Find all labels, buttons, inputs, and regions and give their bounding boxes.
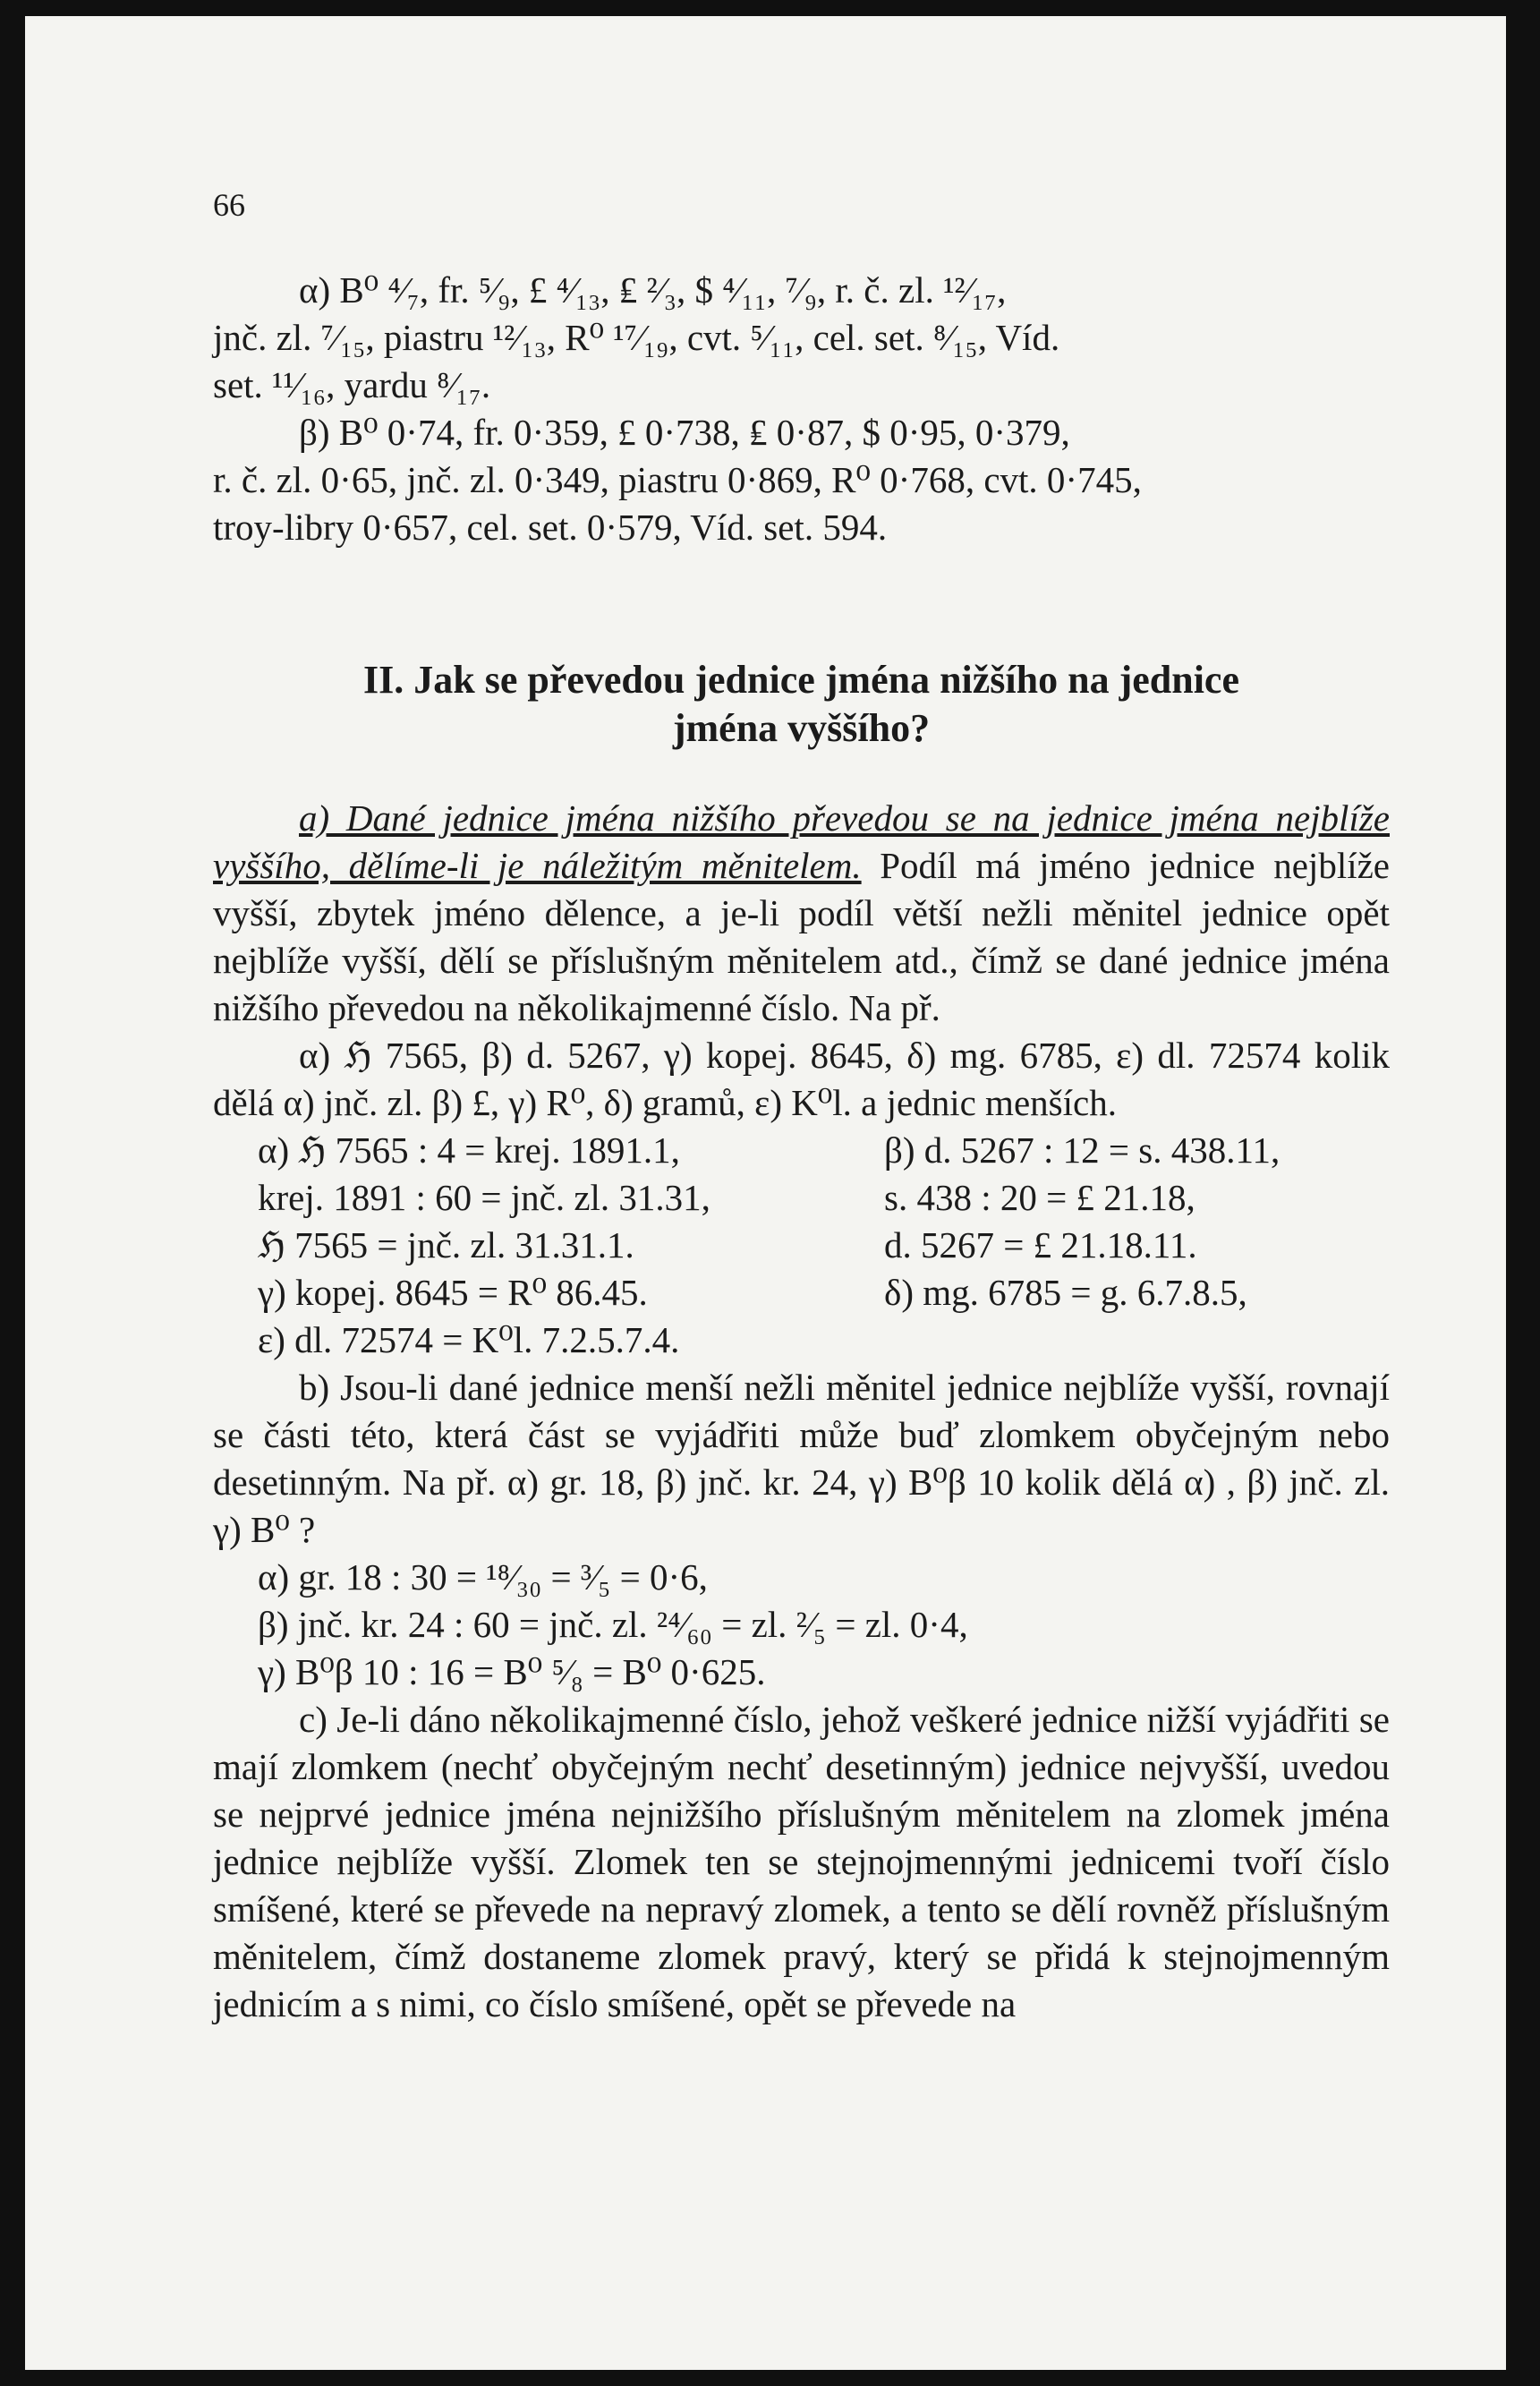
body-block	[213, 795, 1390, 2028]
top-line: troy-libry 0·657, cel. set. 0·579, Víd. set. 594.	[213, 507, 888, 548]
section-a-example: α) ℌ 7565, β) d. 5267, γ) kopej. 8645, δ) mg. 6785, ε) dl. 72574 kolik dělá α) jnč. zl. β) £, γ) R⁰, δ) gramů, ε) K⁰l. a jednic menších.	[213, 1035, 1390, 1123]
section-a-rule: a) Dané jednice jména nižšího převedou se na jednice jména nejblíže vyššího, dělíme-li je náležitým měnitelem.	[213, 797, 1390, 886]
calc-b-line: α) gr. 18 : 30 = ¹⁸⁄₃₀ = ³⁄₅ = 0·6,	[258, 1556, 708, 1598]
calc-row: krej. 1891 : 60 = jnč. zl. 31.31, s. 438 : 20 = £ 21.18,	[258, 1177, 1195, 1218]
top-line: α) B⁰ ⁴⁄₇, fr. ⁵⁄₉, £ ⁴⁄₁₃, ₤ ²⁄₃, $ ⁴⁄₁₁, ⁷⁄₉, r. č. zl. ¹²⁄₁₇,	[299, 269, 1007, 311]
heading-line1: Jak se převedou jednice jména nižšího na jednice	[413, 658, 1239, 702]
calc-b-line: β) jnč. kr. 24 : 60 = jnč. zl. ²⁴⁄₆₀ = zl. ²⁄₅ = zl. 0·4,	[258, 1604, 968, 1645]
calc-row: ε) dl. 72574 = K⁰l. 7.2.5.7.4.	[258, 1319, 680, 1360]
book-page	[25, 16, 1506, 2370]
calc-row: α) ℌ 7565 : 4 = krej. 1891.1, β) d. 5267 : 12 = s. 438.11,	[258, 1129, 1280, 1171]
section-a	[213, 795, 1390, 1032]
top-line: jnč. zl. ⁷⁄₁₅, piastru ¹²⁄₁₃, R⁰ ¹⁷⁄₁₉, cvt. ⁵⁄₁₁, cel. set. ⁸⁄₁₅, Víd.	[213, 317, 1060, 358]
section-heading	[213, 656, 1390, 753]
calc-row: γ) kopej. 8645 = R⁰ 86.45. δ) mg. 6785 = g. 6.7.8.5,	[258, 1272, 1247, 1313]
calc-b-line: γ) B⁰β 10 : 16 = B⁰ ⁵⁄₈ = B⁰ 0·625.	[258, 1651, 766, 1692]
heading-numeral: II.	[362, 658, 404, 702]
section-a-text: Podíl má jméno jednice nejblíže vyšší, zbytek jméno dělence, a je-li podíl větší nežli měnitel jednice opět nejblíže vyšší, dělí se příslušným měnitelem atd., čímž se dané jednice jména nižšího převedou na několikajmenné číslo. Na př.	[213, 845, 1390, 1028]
calc-row: ℌ 7565 = jnč. zl. 31.31.1. d. 5267 = £ 21.18.11.	[258, 1224, 1197, 1265]
heading-line2: jména vyššího?	[672, 706, 931, 750]
top-line: β) B⁰ 0·74, fr. 0·359, £ 0·738, ₤ 0·87, $ 0·95, 0·379,	[299, 412, 1070, 453]
calc-b-list	[213, 1554, 1390, 1696]
top-line: set. ¹¹⁄₁₆, yardu ⁸⁄₁₇.	[213, 364, 491, 405]
section-b: b) Jsou-li dané jednice menší nežli měnitel jednice nejblíže vyšší, rovnají se části této, která část se vyjádřiti může buď zlomkem obyčejným nebo desetinným. Na př. α) gr. 18, β) jnč. kr. 24, γ) B⁰β 10 kolik dělá α) , β) jnč. zl. γ) B⁰ ?	[213, 1367, 1390, 1550]
section-c: c) Je-li dáno několikajmenné číslo, jehož veškeré jednice nižší vyjádřiti se mají zlomkem (nechť obyčejným nechť desetinným) jednice nejvyšší, uvedou se nejprvé jednice jména nejnižšího příslušným měnitelem na zlomek jména jednice nejblíže vyšší. Zlomek ten se stejnojmennými jednicemi tvoří číslo smíšené, které se převede na nepravý zlomek, a tento se dělí rovněž příslušným měnitelem, čímž dostaneme zlomek pravý, který se přidá k stejnojmenným jednicím a s nimi, co číslo smíšené, opět se převede na	[213, 1699, 1390, 2024]
top-block	[213, 267, 1390, 551]
calc-a-table	[213, 1127, 1390, 1364]
page-number: 66	[213, 187, 245, 223]
top-line: r. č. zl. 0·65, jnč. zl. 0·349, piastru 0·869, R⁰ 0·768, cvt. 0·745,	[213, 459, 1142, 500]
